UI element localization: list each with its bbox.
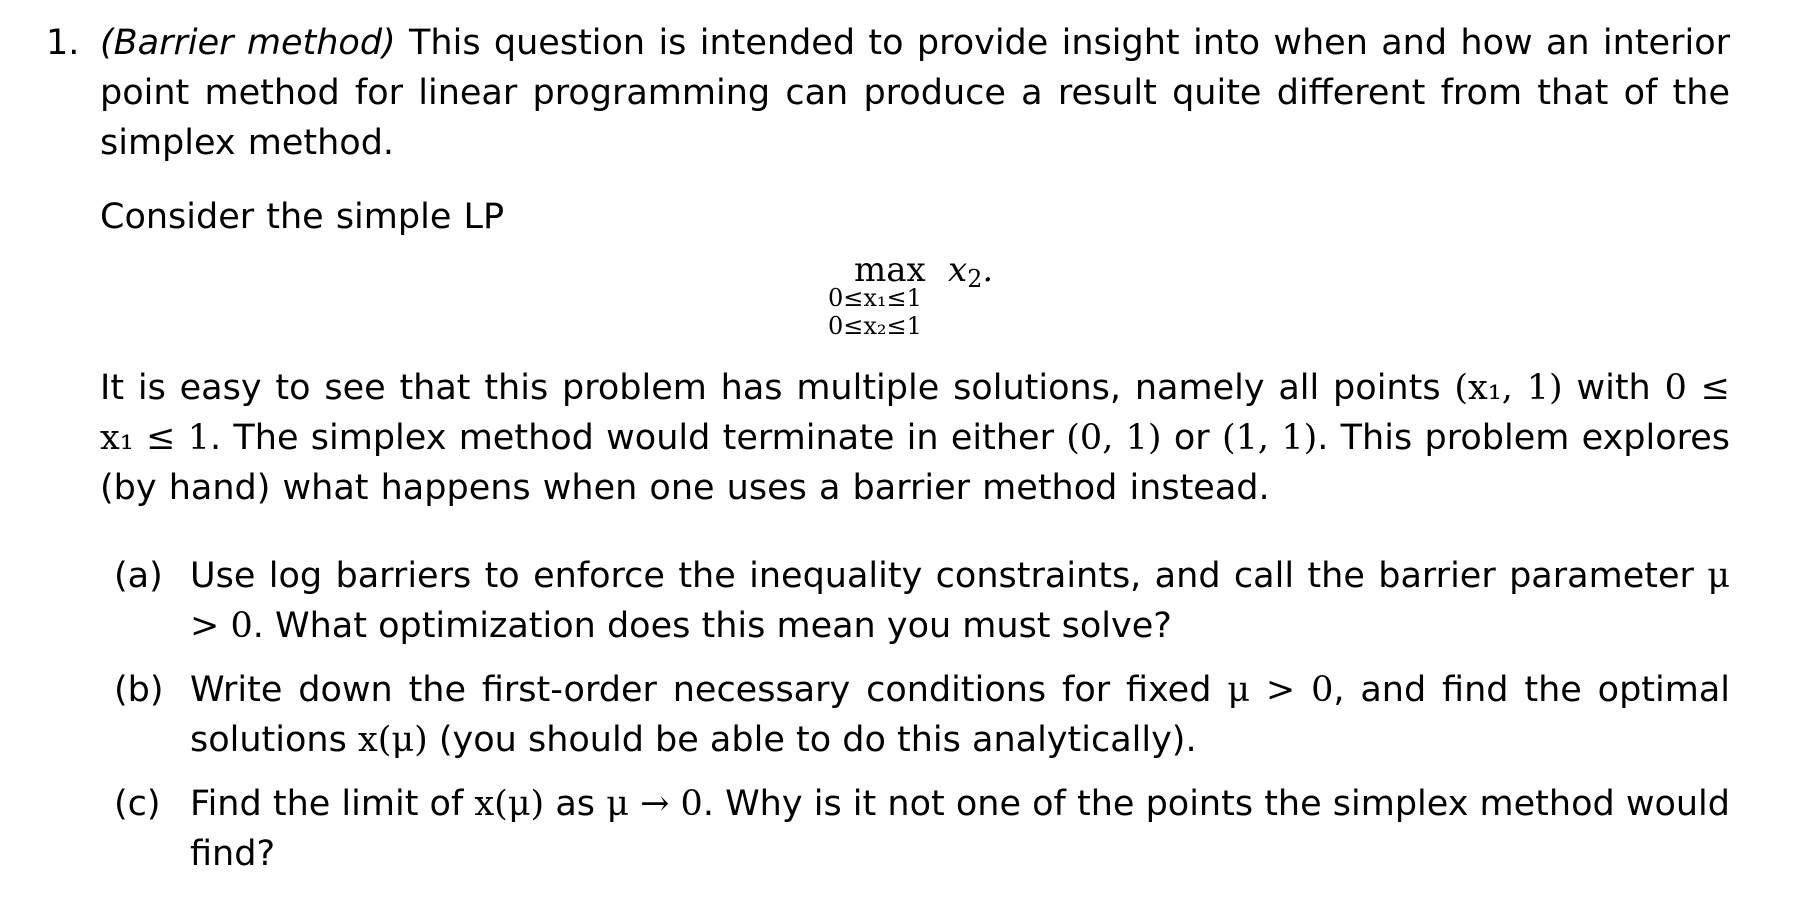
subpart-b-text-1: Write down the first-order necessary conditions for fixed [190, 670, 1228, 710]
problem-intro: This question is intended to provide insight into when and how an interior point method for linear programming can produce a result quite different from that of the simplex method. [100, 23, 1730, 163]
subpart-c-label: (c) [114, 784, 161, 824]
lp-constraint-1: 0≤x₁≤1 [828, 284, 922, 312]
problem-intro-paragraph [100, 18, 1730, 168]
problem-number: 1. [46, 23, 80, 63]
subpart-c [110, 779, 1730, 879]
lp-operator: max [854, 250, 926, 290]
discussion-text-4: or [1161, 418, 1222, 458]
subpart-b-math-2: x(μ) [357, 720, 428, 760]
lp-objective [948, 250, 994, 293]
subpart-b-text-2: , and find the optimal solutions [190, 670, 1730, 760]
subpart-a-text-2: . What optimization does this mean you must solve? [252, 606, 1172, 646]
discussion-text-3: . The simplex method would terminate in either [209, 418, 1067, 458]
subpart-b [110, 665, 1730, 765]
discussion-text-1: It is easy to see that this problem has multiple solutions, namely all points [100, 368, 1455, 408]
subpart-b-math-1: μ > 0 [1227, 670, 1334, 710]
subpart-a-text-1: Use log barriers to enforce the inequality constraints, and call the barrier parameter [190, 556, 1708, 596]
subpart-b-label: (b) [114, 670, 164, 710]
subparts-list [110, 551, 1730, 893]
subpart-c-text-1: Find the limit of [190, 784, 475, 824]
discussion-math-3: (0, 1) [1066, 418, 1162, 458]
subpart-b-text-3: (you should be able to do this analytically). [427, 720, 1197, 760]
subpart-c-text-3: . Why is it not one of the points the simplex method would find? [190, 784, 1731, 874]
subpart-a-label: (a) [114, 556, 163, 596]
subpart-a-math-1: μ > 0 [190, 556, 1730, 646]
discussion-text-2: with [1562, 368, 1665, 408]
subpart-a [110, 551, 1730, 651]
consider-text: Consider the simple LP [100, 197, 505, 237]
lp-objective-trail: . [982, 250, 994, 290]
discussion-math-2: 0 ≤ x₁ ≤ 1 [100, 368, 1730, 458]
discussion-math-4: (1, 1) [1221, 418, 1318, 458]
discussion-text-5: . This problem explores (by hand) what happens when one uses a barrier method instead. [100, 418, 1730, 508]
lp-objective-var: x [948, 250, 968, 290]
discussion-math-1: (x₁, 1) [1454, 368, 1563, 408]
subpart-c-math-1: x(μ) [474, 784, 545, 824]
subpart-c-text-2: as [544, 784, 607, 824]
subpart-c-math-2: μ → 0 [606, 784, 703, 824]
discussion-paragraph [100, 363, 1730, 513]
lp-objective-sub: 2 [967, 264, 983, 293]
lp-constraint-2: 0≤x₂≤1 [828, 312, 922, 340]
problem-title: (Barrier method) [100, 23, 396, 63]
lp-display [820, 250, 1020, 345]
